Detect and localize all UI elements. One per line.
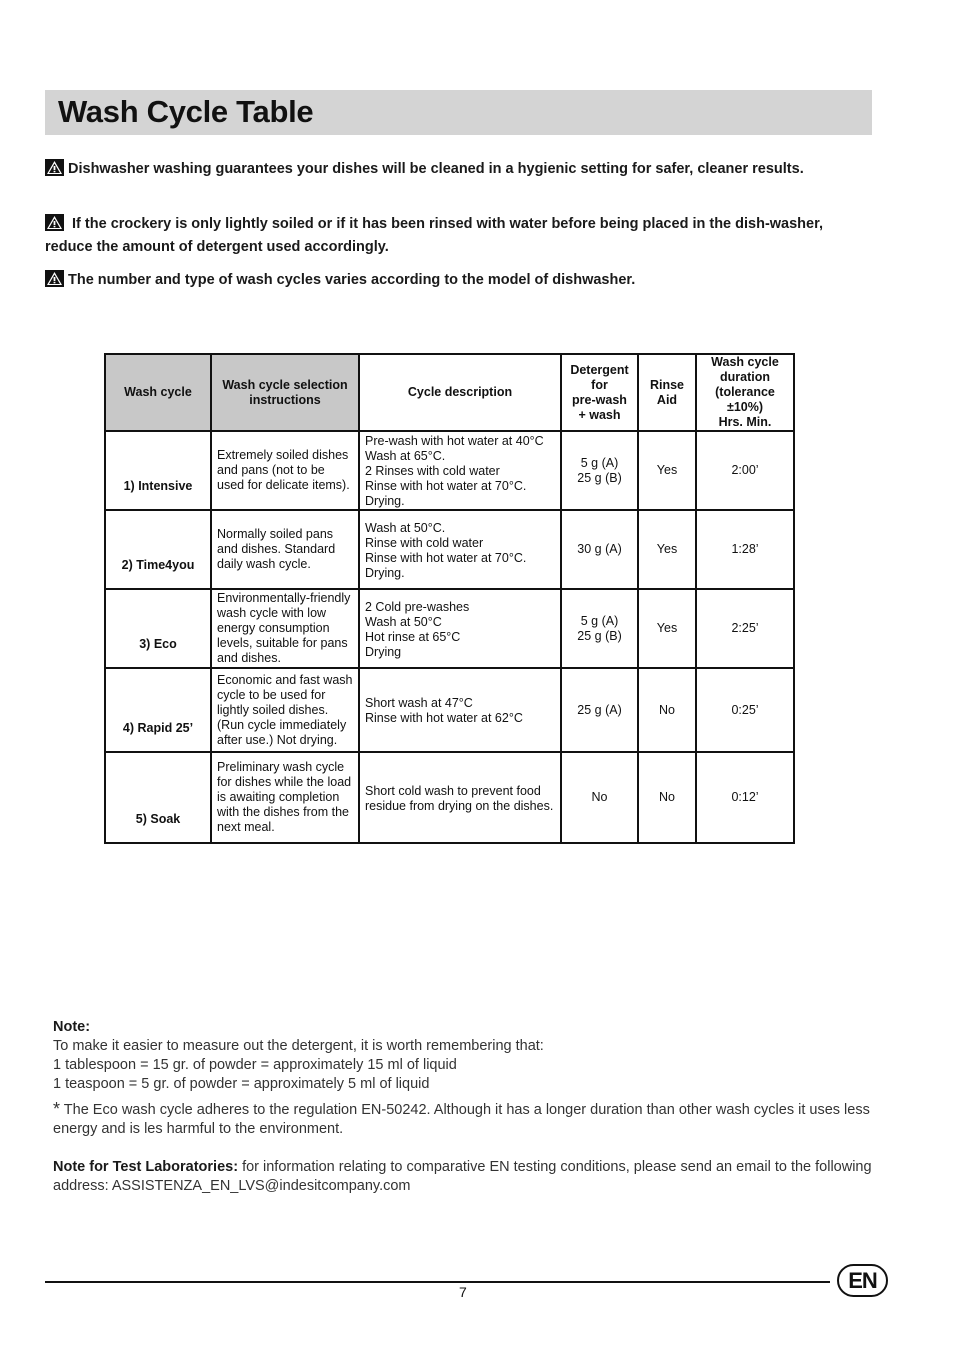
- cell-description: Short cold wash to prevent food residue from drying on the dishes.: [359, 752, 561, 843]
- warning-triangle-icon: [45, 214, 64, 237]
- cell-detergent: 30 g (A): [561, 510, 638, 589]
- cell-description: Short wash at 47°C Rinse with hot water at 62°C: [359, 668, 561, 752]
- cell-duration: 2:00’: [696, 431, 794, 510]
- warning-text: The number and type of wash cycles varies according to the model of dishwasher.: [68, 272, 636, 288]
- cell-cycle: 5) Soak: [105, 752, 211, 843]
- header-detergent: Detergent for pre-wash + wash: [561, 354, 638, 431]
- cell-detergent: No: [561, 752, 638, 843]
- notes-section: [53, 1018, 873, 1196]
- eco-note-text: The Eco wash cycle adheres to the regulation EN-50242. Although it has a longer duration than other wash cycles it uses less energy and is les harmful to the environment.: [53, 1102, 870, 1137]
- wash-cycle-table: [104, 353, 795, 844]
- cell-rinse-aid: Yes: [638, 510, 696, 589]
- cell-instructions: Preliminary wash cycle for dishes while the load is awaiting completion with the dishes from the next meal.: [211, 752, 359, 843]
- header-wash-cycle: Wash cycle: [105, 354, 211, 431]
- cell-description: 2 Cold pre-washes Wash at 50°C Hot rinse at 65°C Drying: [359, 589, 561, 668]
- cell-rinse-aid: No: [638, 752, 696, 843]
- warning-3: [45, 270, 855, 293]
- cell-description: Wash at 50°C. Rinse with cold water Rinse with hot water at 70°C. Drying.: [359, 510, 561, 589]
- note-line-2: 1 tablespoon = 15 gr. of powder = approximately 15 ml of liquid: [53, 1057, 457, 1073]
- table-row: [105, 510, 794, 589]
- table-header-row: [105, 354, 794, 431]
- lab-note-text: for information relating to comparative EN testing conditions, please send an email to the following address: ASSISTENZA_EN_LVS@indesitcompany.com: [53, 1159, 872, 1194]
- cell-detergent: 25 g (A): [561, 668, 638, 752]
- eco-note: [53, 1100, 873, 1139]
- warning-2: [45, 214, 855, 257]
- asterisk-mark: *: [53, 1099, 61, 1119]
- table-row: [105, 431, 794, 510]
- note-line-3: 1 teaspoon = 5 gr. of powder = approximately 5 ml of liquid: [53, 1076, 430, 1092]
- note-line-1: To make it easier to measure out the detergent, it is worth remembering that:: [53, 1038, 544, 1054]
- header-rinse-aid: Rinse Aid: [638, 354, 696, 431]
- table-row: [105, 589, 794, 668]
- header-cycle-description: Cycle description: [359, 354, 561, 431]
- warning-text: Dishwasher washing guarantees your dishes will be cleaned in a hygienic setting for safer, cleaner results.: [68, 161, 804, 177]
- table-row: [105, 752, 794, 843]
- cell-rinse-aid: No: [638, 668, 696, 752]
- cell-instructions: Normally soiled pans and dishes. Standard daily wash cycle.: [211, 510, 359, 589]
- header-selection-instructions: Wash cycle selection instructions: [211, 354, 359, 431]
- cell-rinse-aid: Yes: [638, 589, 696, 668]
- cell-cycle: 1) Intensive: [105, 431, 211, 510]
- title-bar: [45, 90, 872, 135]
- note-label: Note:: [53, 1019, 91, 1035]
- cell-cycle: 2) Time4you: [105, 510, 211, 589]
- lab-note: [53, 1158, 873, 1196]
- cell-duration: 0:12’: [696, 752, 794, 843]
- warning-triangle-icon: [45, 270, 64, 293]
- header-duration: Wash cycle duration (tolerance ±10%) Hrs. Min.: [696, 354, 794, 431]
- cell-rinse-aid: Yes: [638, 431, 696, 510]
- table-row: [105, 668, 794, 752]
- cell-detergent: 5 g (A) 25 g (B): [561, 589, 638, 668]
- cell-detergent: 5 g (A) 25 g (B): [561, 431, 638, 510]
- cell-instructions: Environmentally-friendly wash cycle with low energy consumption levels, suitable for pans and dishes.: [211, 589, 359, 668]
- cell-duration: 0:25’: [696, 668, 794, 752]
- cell-description: Pre-wash with hot water at 40°C Wash at 65°C. 2 Rinses with cold water Rinse with hot water at 70°C. Drying.: [359, 431, 561, 510]
- warning-triangle-icon: [45, 159, 64, 182]
- language-badge: EN: [837, 1264, 888, 1297]
- cell-duration: 2:25’: [696, 589, 794, 668]
- cell-cycle: 4) Rapid 25’: [105, 668, 211, 752]
- cell-cycle: 3) Eco: [105, 589, 211, 668]
- page-number: 7: [459, 1284, 467, 1300]
- page-title: Wash Cycle Table: [58, 94, 314, 129]
- cell-instructions: Extremely soiled dishes and pans (not to be used for delicate items).: [211, 431, 359, 510]
- cell-instructions: Economic and fast wash cycle to be used for lightly soiled dishes. (Run cycle immediately after use.) Not drying.: [211, 668, 359, 752]
- warning-1: [45, 159, 855, 182]
- cell-duration: 1:28’: [696, 510, 794, 589]
- warning-text: If the crockery is only lightly soiled or if it has been rinsed with water before being placed in the dish-washer, reduce the amount of detergent used accordingly.: [45, 216, 823, 255]
- footer-divider: [45, 1281, 830, 1283]
- lab-note-label: Note for Test Laboratories:: [53, 1159, 239, 1175]
